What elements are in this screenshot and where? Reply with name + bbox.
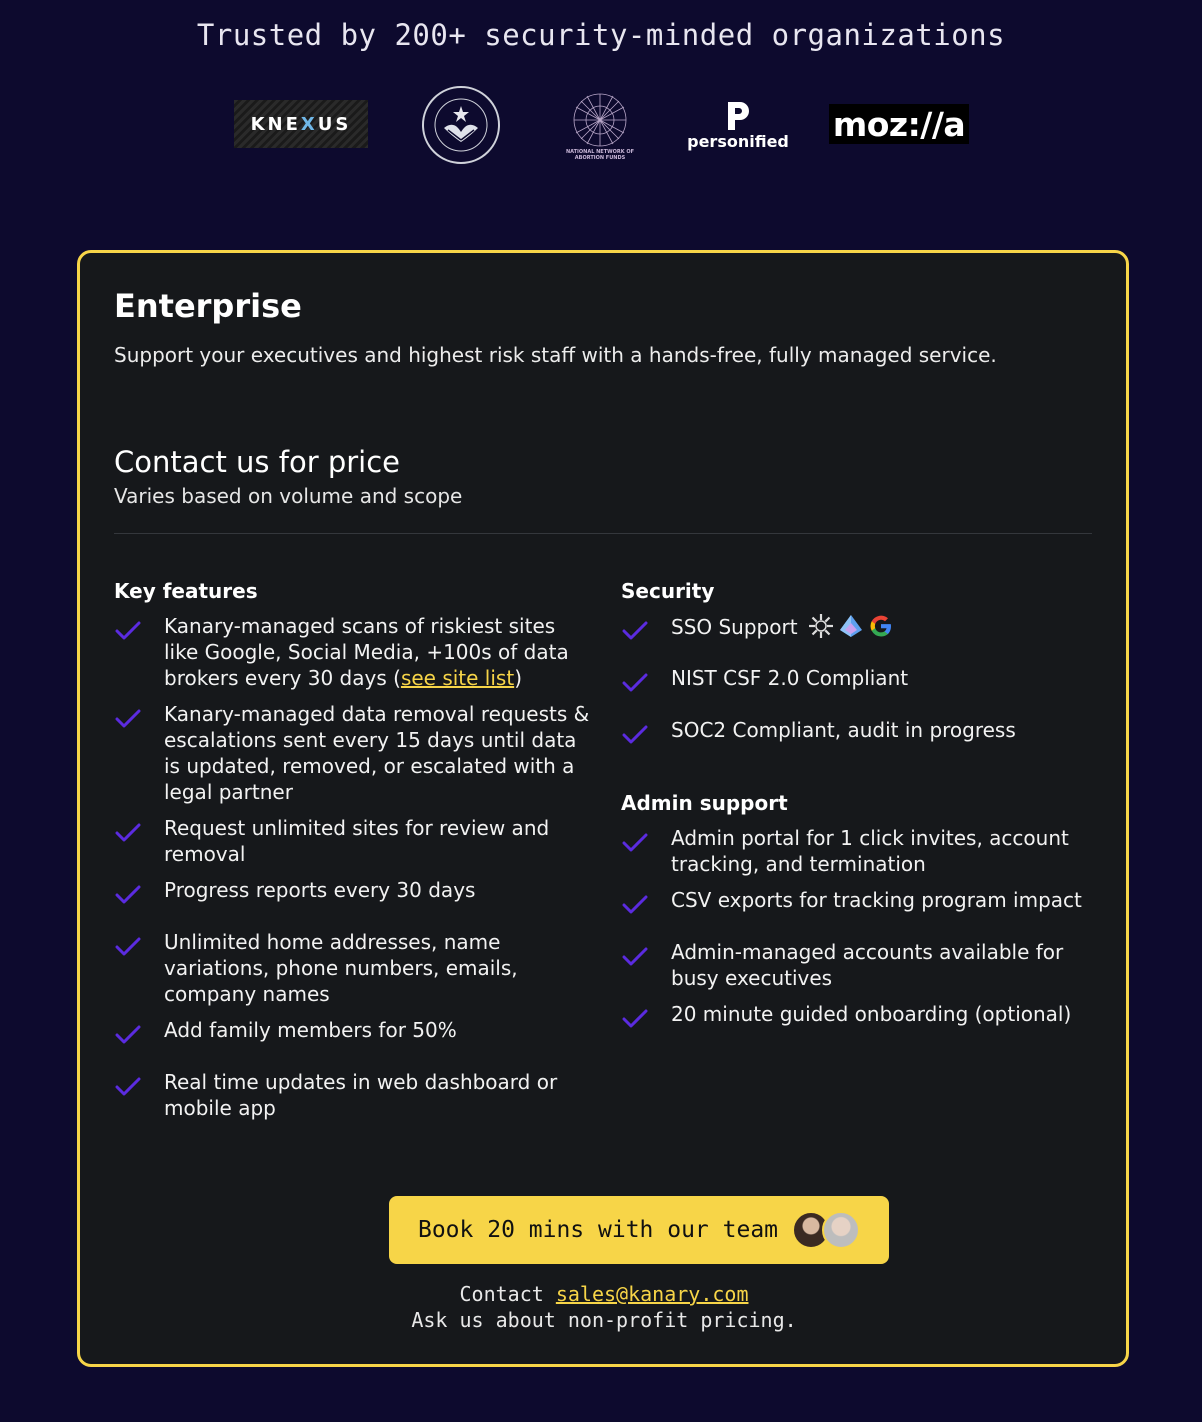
check-icon xyxy=(114,1023,142,1047)
nnaf-logo: NATIONAL NETWORK OF ABORTION FUNDS xyxy=(564,88,636,164)
feature-item: Kanary-managed scans of riskiest sites like Google, Social Media, +100s of data brokers every 30 days (see site list) xyxy=(114,613,594,691)
security-admin-column xyxy=(621,579,1091,1041)
admin-support-heading: Admin support xyxy=(621,791,788,815)
avatar xyxy=(822,1211,860,1249)
contact-info: Contact sales@kanary.com Ask us about non-profit pricing. xyxy=(114,1281,1094,1333)
plan-price: Contact us for price xyxy=(114,445,401,479)
check-icon xyxy=(114,883,142,907)
nonprofit-note: Ask us about non-profit pricing. xyxy=(411,1308,797,1332)
check-icon xyxy=(114,1075,142,1099)
book-meeting-label: Book 20 mins with our team xyxy=(417,1217,779,1243)
feature-item: Real time updates in web dashboard or mobile app xyxy=(114,1069,594,1121)
feature-item: Admin portal for 1 click invites, account tracking, and termination xyxy=(621,825,1091,877)
check-icon xyxy=(621,1007,649,1031)
mozilla-logo: moz://a xyxy=(829,104,969,144)
enterprise-plan-card xyxy=(77,250,1129,1367)
feature-item: Add family members for 50% xyxy=(114,1017,594,1047)
check-icon xyxy=(621,619,649,643)
microsoft-entra-icon xyxy=(838,613,864,639)
check-icon xyxy=(114,821,142,845)
feature-item: Request unlimited sites for review and removal xyxy=(114,815,594,867)
feature-item: Progress reports every 30 days xyxy=(114,877,594,907)
customer-logos xyxy=(0,84,1202,168)
key-features-column xyxy=(114,579,594,1131)
military-association-logo xyxy=(420,84,502,166)
team-avatars xyxy=(792,1211,860,1249)
see-site-list-link[interactable]: see site list xyxy=(400,666,515,690)
google-icon xyxy=(868,613,894,639)
trusted-heading: Trusted by 200+ security-minded organizations xyxy=(196,18,1006,52)
check-icon xyxy=(621,893,649,917)
sales-email-link[interactable]: sales@kanary.com xyxy=(555,1282,749,1306)
plan-price-note: Varies based on volume and scope xyxy=(114,484,463,508)
feature-item: Kanary-managed data removal requests & escalations sent every 15 days until data is updated, removed, or escalated with a legal partner xyxy=(114,701,594,805)
feature-item: SOC2 Compliant, audit in progress xyxy=(621,717,1091,747)
personified-logo: personified xyxy=(686,96,790,156)
check-icon xyxy=(114,707,142,731)
knexus-logo: KNE X US xyxy=(234,100,368,148)
feature-item: 20 minute guided onboarding (optional) xyxy=(621,1001,1091,1031)
feature-item: SSO Support xyxy=(621,613,1091,643)
key-features-heading: Key features xyxy=(114,579,258,603)
plan-description: Support your executives and highest risk staff with a hands-free, fully managed service. xyxy=(114,343,997,367)
check-icon xyxy=(114,619,142,643)
feature-item: CSV exports for tracking program impact xyxy=(621,887,1091,917)
okta-icon xyxy=(808,613,834,639)
feature-item: Admin-managed accounts available for busy executives xyxy=(621,939,1091,991)
check-icon xyxy=(621,945,649,969)
feature-item: Unlimited home addresses, name variations, phone numbers, emails, company names xyxy=(114,929,594,1007)
book-meeting-button[interactable] xyxy=(389,1196,889,1264)
plan-title: Enterprise xyxy=(114,287,302,325)
security-heading: Security xyxy=(621,579,715,603)
check-icon xyxy=(621,831,649,855)
divider xyxy=(114,533,1092,534)
feature-item: NIST CSF 2.0 Compliant xyxy=(621,665,1091,695)
check-icon xyxy=(621,723,649,747)
check-icon xyxy=(114,935,142,959)
check-icon xyxy=(621,671,649,695)
